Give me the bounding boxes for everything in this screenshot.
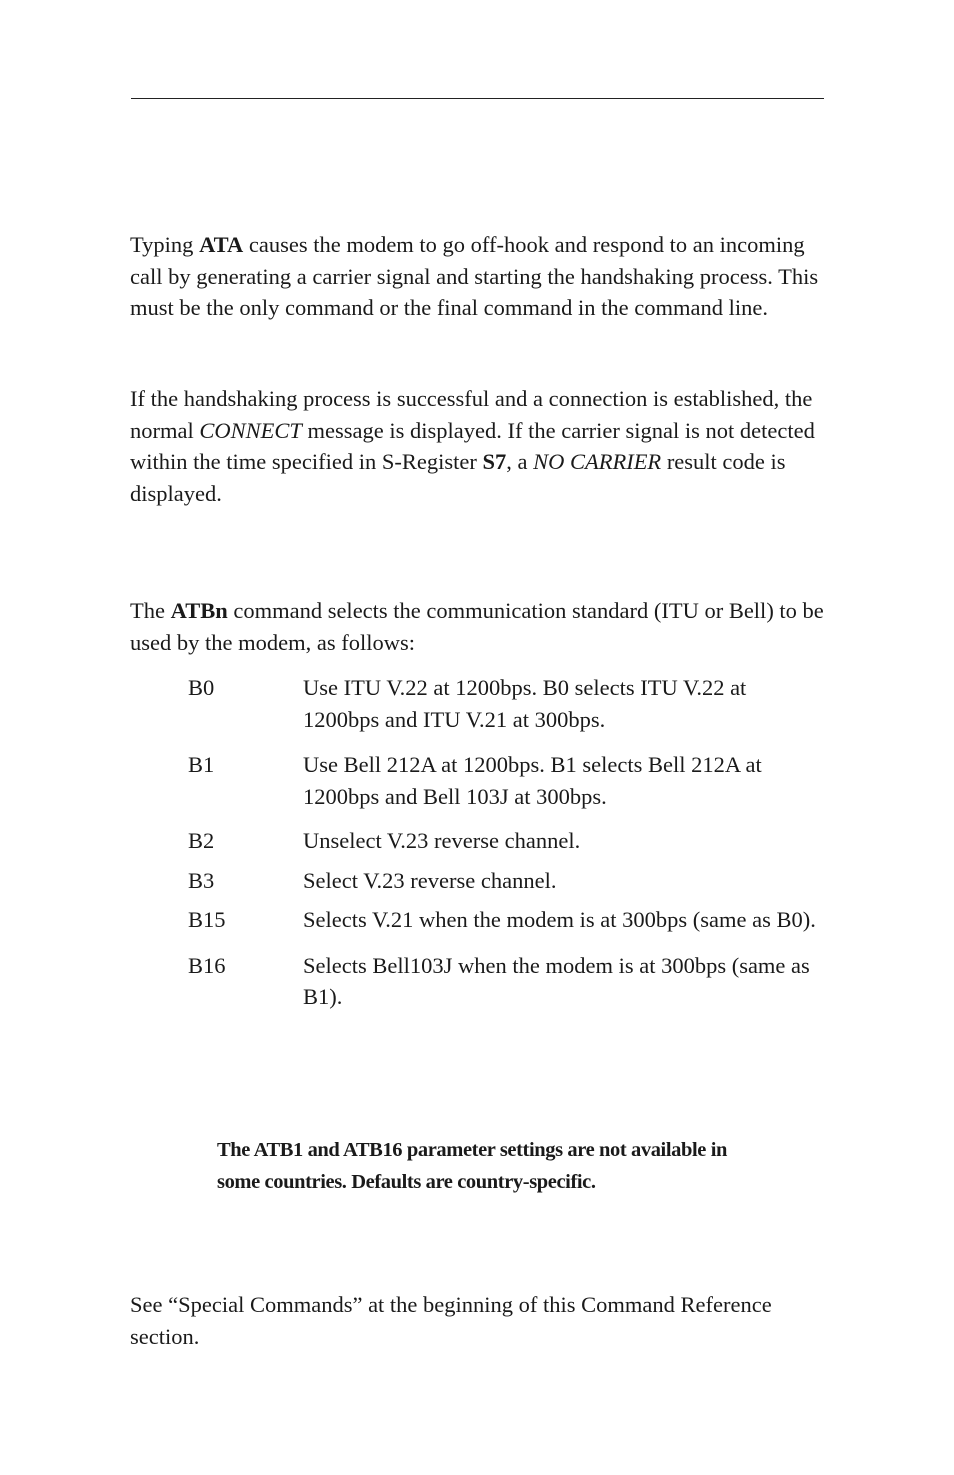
option-code: B0 bbox=[188, 675, 215, 700]
ata-text-1: Typing bbox=[130, 232, 200, 257]
atbn-description bbox=[130, 595, 830, 658]
header-rule bbox=[131, 98, 824, 99]
ata-command: ATA bbox=[199, 232, 244, 257]
option-description: Unselect V.23 reverse channel. bbox=[303, 828, 581, 853]
handshake-text-1: If the handshaking process is successful and a connection is established, the normal bbox=[130, 386, 813, 443]
option-code: B3 bbox=[188, 867, 215, 893]
handshake-text-4: result code is displayed. bbox=[130, 449, 786, 506]
option-description: Selects Bell103J when the modem is at 300bps (same as B1). bbox=[303, 952, 810, 1009]
handshake-text-3: , a bbox=[506, 449, 534, 474]
atbn-text-1: The bbox=[130, 598, 171, 623]
note-line-1: The ATB1 and ATB16 parameter settings are not available in bbox=[217, 1139, 728, 1161]
note-line-2: some countries. Defaults are country-specific. bbox=[217, 1170, 596, 1193]
option-description: Select V.23 reverse channel. bbox=[303, 867, 557, 893]
ata-text-2: causes the modem to go off-hook and respond to an incoming call by generating a carrier signal and starting the handshaking process. This must be the only command or the final command in the command line. bbox=[130, 232, 819, 320]
option-item bbox=[188, 904, 838, 936]
option-code: B1 bbox=[188, 752, 215, 777]
option-code: B16 bbox=[188, 952, 226, 978]
option-item bbox=[188, 865, 838, 897]
option-description: Use ITU V.22 at 1200bps. B0 selects ITU V.22 at 1200bps and ITU V.21 at 300bps. bbox=[303, 675, 747, 732]
option-code: B2 bbox=[188, 828, 215, 853]
handshake-description bbox=[130, 383, 830, 509]
option-list bbox=[188, 672, 838, 1013]
s7-register: S7 bbox=[482, 449, 507, 474]
country-note bbox=[217, 1135, 737, 1198]
option-item bbox=[188, 950, 838, 1013]
option-description: Selects V.21 when the modem is at 300bps (same as B0). bbox=[303, 907, 816, 932]
atbn-text-2: command selects the communication standard (ITU or Bell) to be used by the modem, as follows: bbox=[130, 598, 824, 655]
connect-message: CONNECT bbox=[199, 417, 302, 443]
option-code: B15 bbox=[188, 907, 226, 932]
special-commands-reference: See “Special Commands” at the beginning of this Command Reference section. bbox=[130, 1292, 772, 1349]
option-description: Use Bell 212A at 1200bps. B1 selects Bell 212A at 1200bps and Bell 103J at 300bps. bbox=[303, 752, 762, 809]
ata-description bbox=[130, 229, 830, 324]
option-item bbox=[188, 825, 838, 857]
option-item bbox=[188, 672, 838, 735]
atbn-command: ATBn bbox=[170, 598, 228, 623]
handshake-text-2: message is displayed. If the carrier signal is not detected within the time specified in S-Register bbox=[130, 417, 815, 474]
option-item bbox=[188, 749, 838, 812]
no-carrier-message: NO CARRIER bbox=[533, 449, 662, 474]
